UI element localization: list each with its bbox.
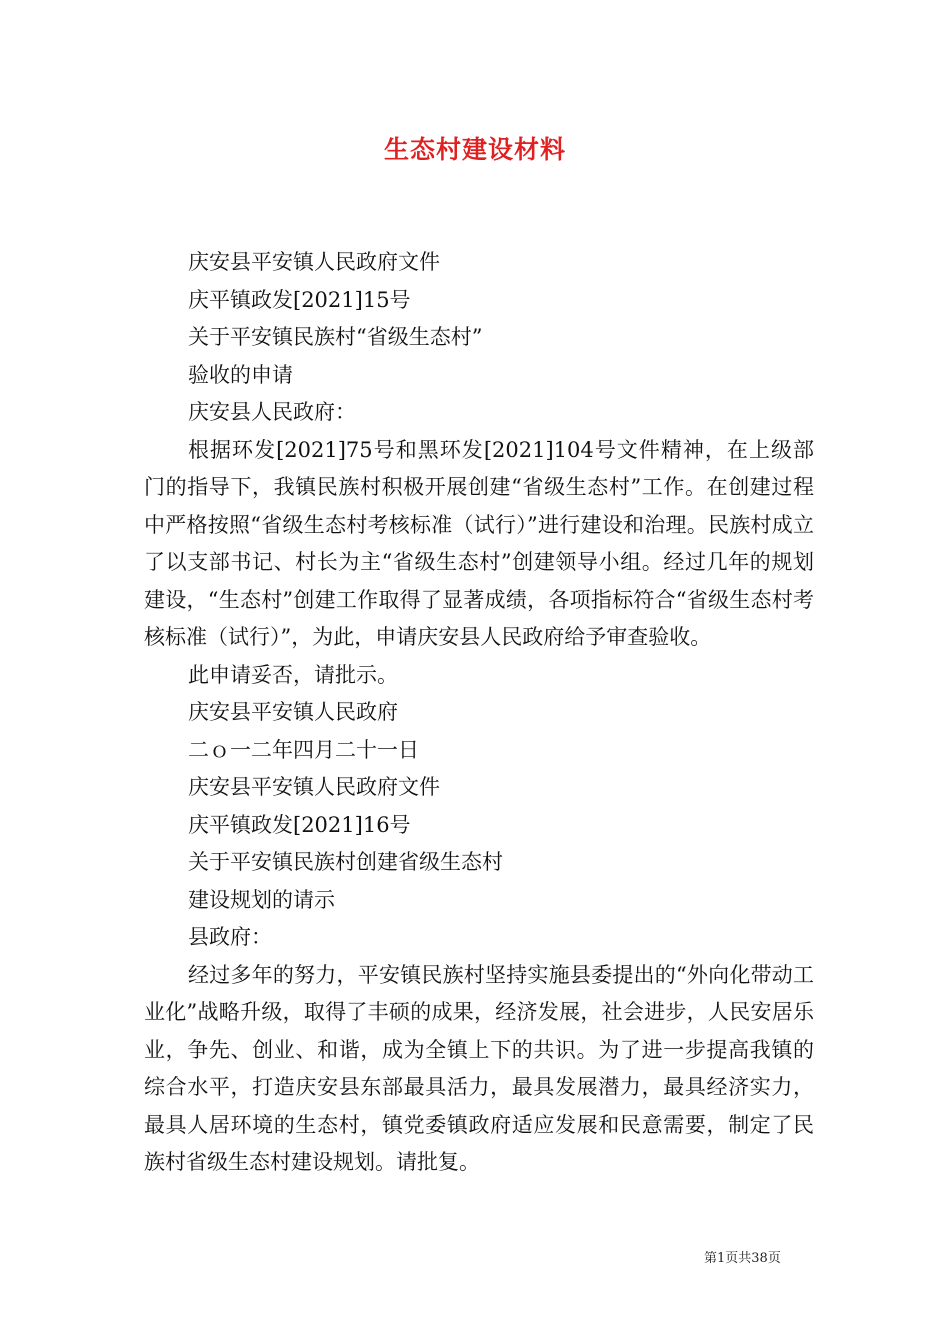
document-body (144, 244, 814, 1182)
document-title: 生态村建设材料 (383, 135, 566, 164)
signature-date: 二ｏ一二年四月二十一日 (188, 737, 419, 762)
subject-line-cont: 验收的申请 (188, 362, 293, 387)
subject-line: 关于平安镇民族村创建省级生态村 (188, 850, 503, 874)
closing-request: 此申请妥否，请批示。 (188, 662, 398, 687)
addressee: 庆安县人民政府： (188, 400, 356, 424)
subject-line-cont: 建设规划的请示 (188, 887, 335, 912)
body-paragraph: 根据环发[2021]75号和黑环发[2021]104号文件精神，在上级部门的指导下，我镇民族村积极开展创建“省级生态村”工作。在创建过程中严格按照“省级生态村考核标准（试行）”进行建设和治理。民族村成立了以支部书记、村长为主“省级生态村”创建领导小组。经过几年的规划建设，“生态村”创建工作取得了显著成绩，各项指标符合“省级生态村考核标准（试行）”，为此，申请庆安县人民政府给予审查验收。 (144, 437, 814, 649)
body-paragraph: 经过多年的努力，平安镇民族村坚持实施县委提出的“外向化带动工业化”战略升级，取得了丰硕的成果，经济发展，社会进步，人民安居乐业，争先、创业、和谐，成为全镇上下的共识。为了进一步提高我镇的综合水平，打造庆安县东部最具活力，最具发展潜力，最具经济实力，最具人居环境的生态村，镇党委镇政府适应发展和民意需要，制定了民族村省级生态村建设规划。请批复。 (144, 962, 814, 1174)
subject-line: 关于平安镇民族村“省级生态村” (188, 325, 483, 349)
page-number: 第1页共38页 (704, 1251, 781, 1266)
issuer-line: 庆安县平安镇人民政府文件 (188, 250, 440, 274)
addressee: 县政府： (188, 925, 272, 949)
document-number: 庆平镇政发[2021]16号 (188, 812, 411, 837)
signature-issuer: 庆安县平安镇人民政府 (188, 700, 398, 724)
issuer-line: 庆安县平安镇人民政府文件 (188, 775, 440, 799)
document-number: 庆平镇政发[2021]15号 (188, 287, 411, 312)
